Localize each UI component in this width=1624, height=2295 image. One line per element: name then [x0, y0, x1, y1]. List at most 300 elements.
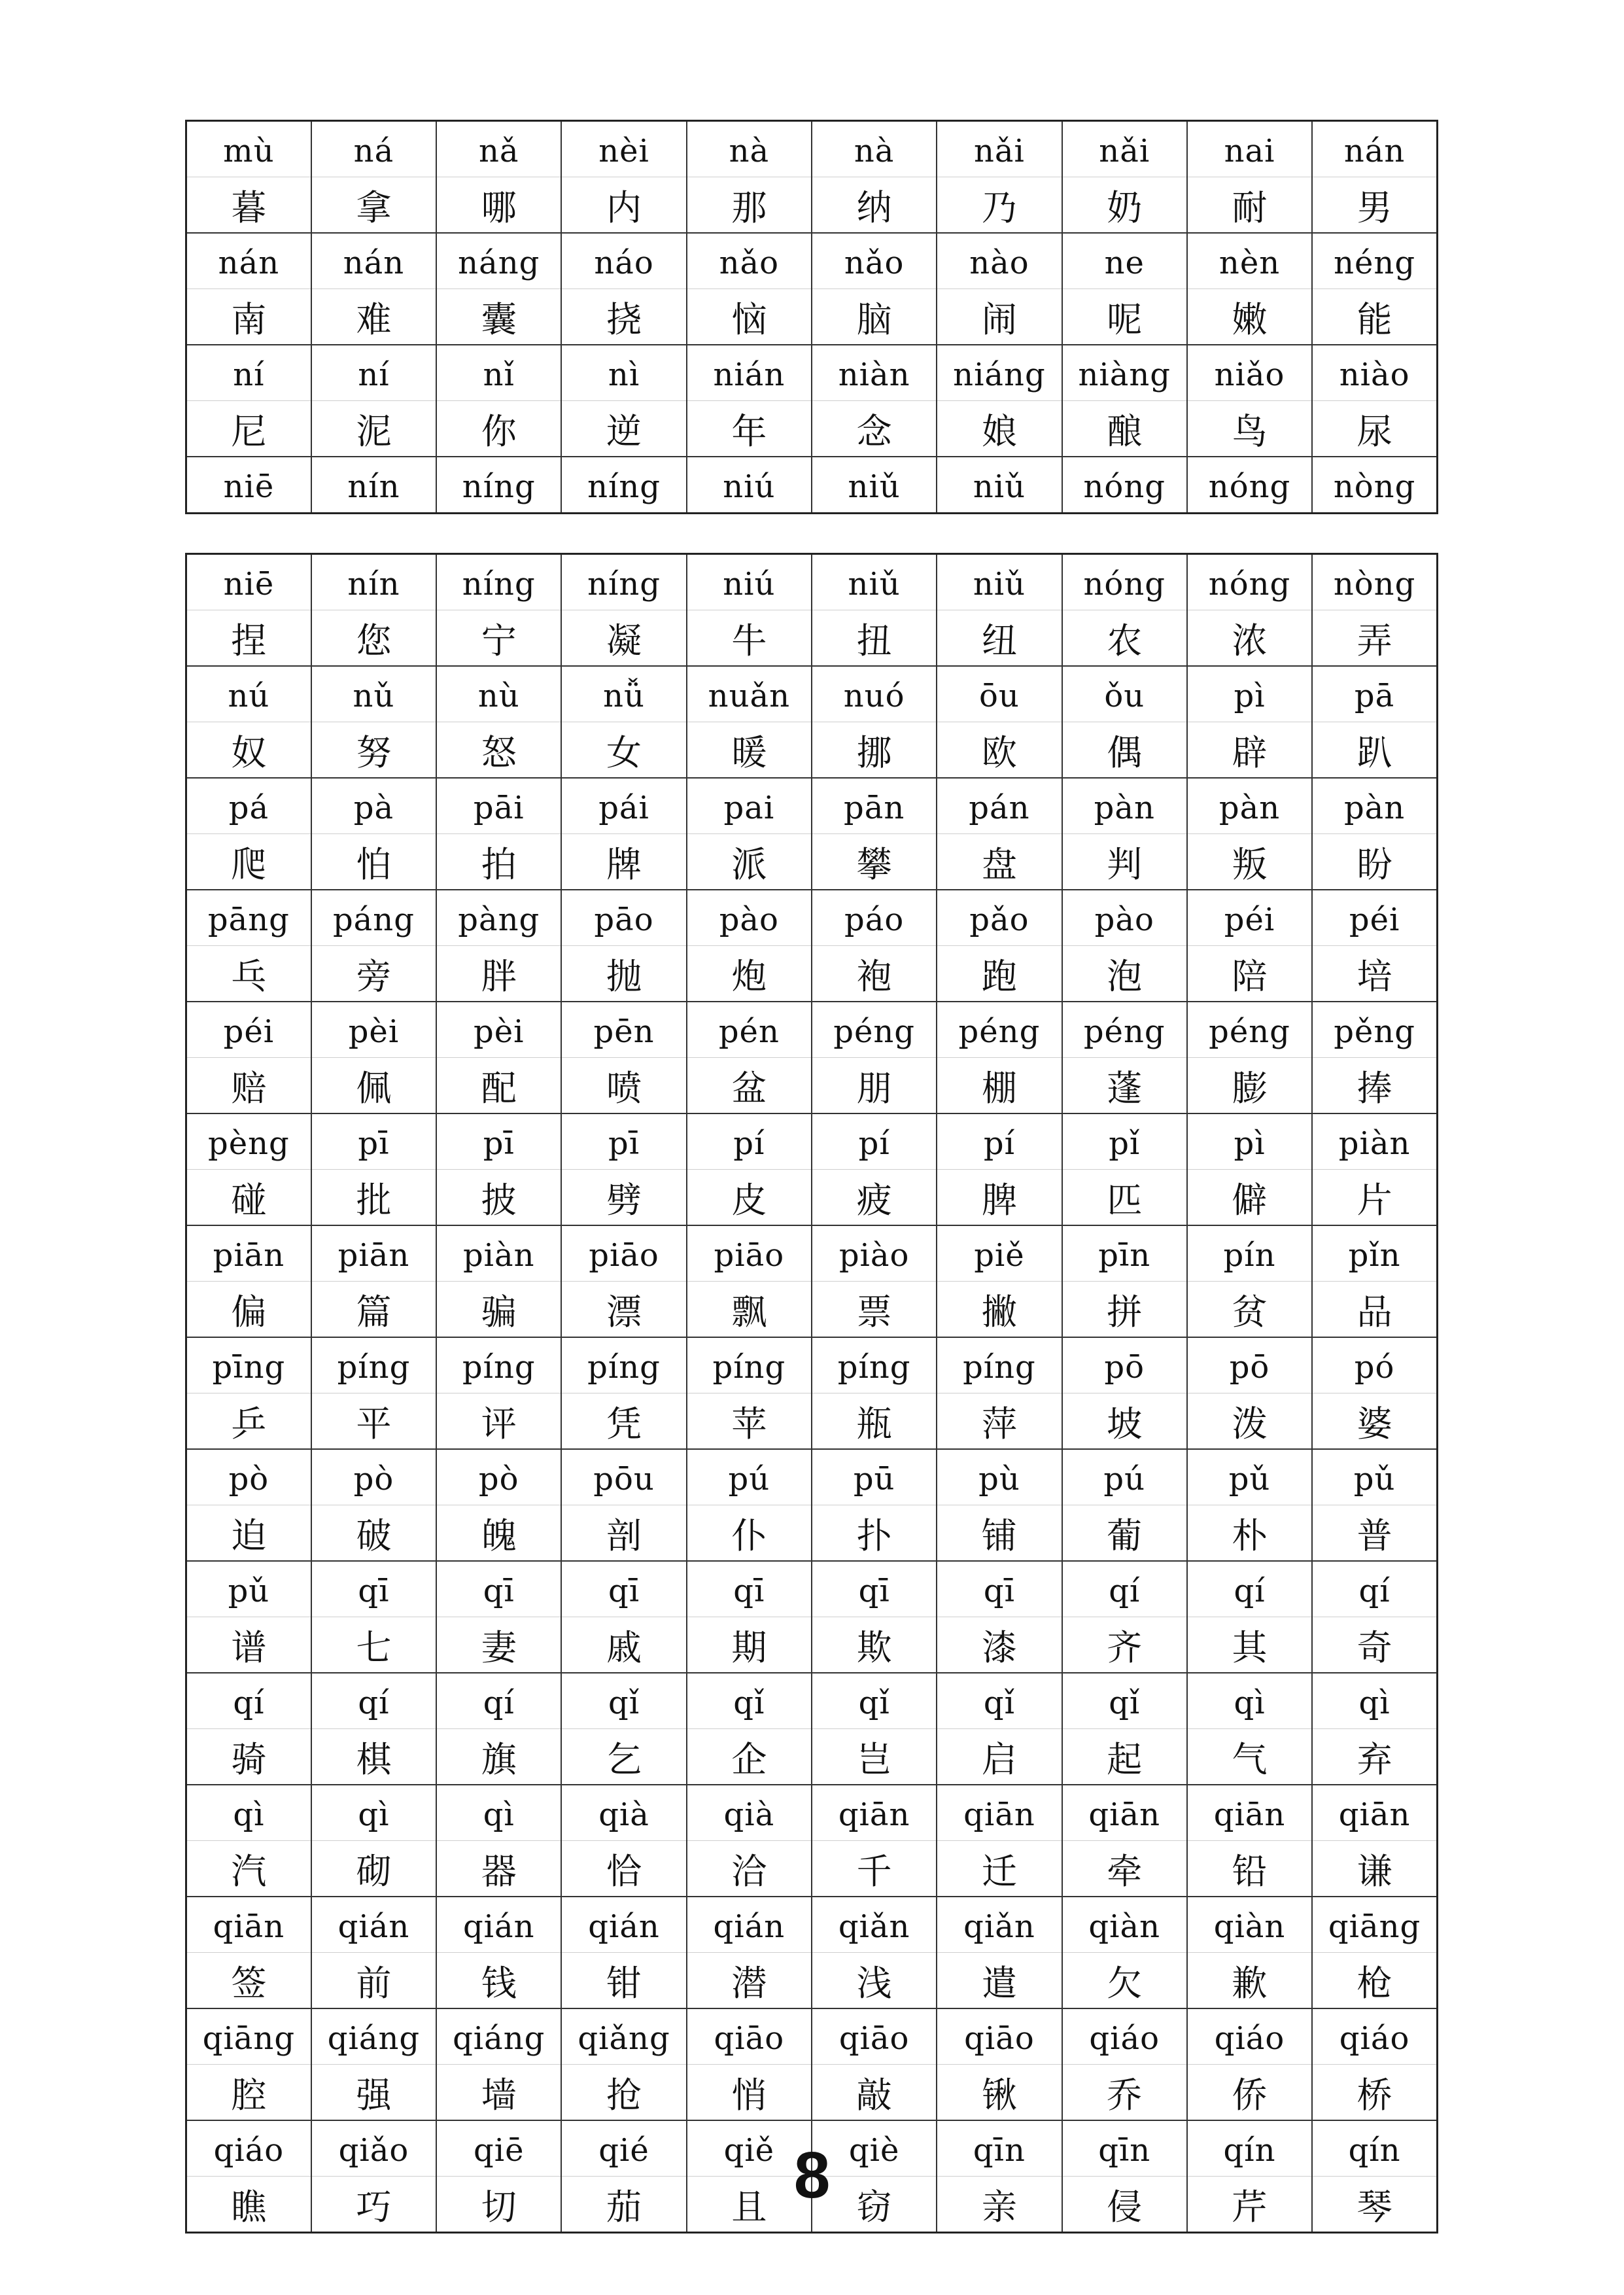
hanzi-row [186, 2065, 1438, 2121]
pinyin-cell: nóng [1187, 457, 1312, 514]
pinyin-cell: ná [311, 121, 436, 177]
hanzi-cell: 漂 [561, 1282, 686, 1338]
pinyin-cell: pèi [311, 1002, 436, 1058]
pinyin-cell: pǐ [1062, 1113, 1187, 1170]
pinyin-cell: qì [1312, 1673, 1437, 1729]
hanzi-cell: 陪 [1187, 946, 1312, 1002]
pinyin-cell: ǒu [1062, 666, 1187, 722]
hanzi-cell: 企 [687, 1729, 812, 1785]
pinyin-cell: nóng [1187, 554, 1312, 610]
hanzi-cell: 拍 [436, 834, 561, 890]
pinyin-row [186, 1449, 1438, 1505]
hanzi-cell: 赔 [186, 1058, 311, 1114]
hanzi-cell: 琴 [1312, 2177, 1437, 2233]
hanzi-cell: 枪 [1312, 1953, 1437, 2009]
pinyin-cell: pú [1062, 1449, 1187, 1505]
hanzi-cell: 恰 [561, 1841, 686, 1897]
pinyin-cell: pèng [186, 1113, 311, 1170]
pinyin-cell: qiān [1062, 1785, 1187, 1841]
hanzi-cell: 内 [561, 177, 686, 234]
pinyin-cell: qí [311, 1673, 436, 1729]
pinyin-cell: qiáo [186, 2120, 311, 2177]
hanzi-row [186, 834, 1438, 890]
hanzi-cell: 齐 [1062, 1617, 1187, 1673]
pinyin-cell: péng [1187, 1002, 1312, 1058]
pinyin-cell: pā [1312, 666, 1437, 722]
pinyin-cell: qī [812, 1561, 937, 1617]
pinyin-row [186, 1673, 1438, 1729]
hanzi-cell: 铅 [1187, 1841, 1312, 1897]
hanzi-cell: 侨 [1187, 2065, 1312, 2121]
pinyin-row [186, 778, 1438, 834]
hanzi-cell: 洽 [687, 1841, 812, 1897]
pinyin-cell: péng [812, 1002, 937, 1058]
hanzi-cell: 葡 [1062, 1505, 1187, 1562]
pinyin-cell: niē [186, 554, 311, 610]
hanzi-cell: 脑 [812, 289, 937, 345]
hanzi-row [186, 1058, 1438, 1114]
pinyin-cell: náng [436, 233, 561, 289]
pinyin-cell: pó [1312, 1337, 1437, 1393]
pinyin-cell: nà [812, 121, 937, 177]
pinyin-cell: nai [1187, 121, 1312, 177]
hanzi-row [186, 401, 1438, 457]
pinyin-row [186, 1113, 1438, 1170]
hanzi-cell: 茄 [561, 2177, 686, 2233]
pinyin-cell: nǚ [561, 666, 686, 722]
pinyin-row [186, 1785, 1438, 1841]
pinyin-cell: qǐ [812, 1673, 937, 1729]
hanzi-cell: 片 [1312, 1170, 1437, 1226]
pinyin-cell: niē [186, 457, 311, 514]
hanzi-cell: 桥 [1312, 2065, 1437, 2121]
pinyin-cell: niǔ [937, 554, 1062, 610]
pinyin-cell: qiān [812, 1785, 937, 1841]
pinyin-table-main [185, 553, 1438, 2234]
hanzi-cell: 努 [311, 722, 436, 779]
hanzi-cell: 暮 [186, 177, 311, 234]
hanzi-cell: 配 [436, 1058, 561, 1114]
pinyin-cell: qiáng [436, 2008, 561, 2065]
pinyin-cell: qiáng [311, 2008, 436, 2065]
hanzi-cell: 普 [1312, 1505, 1437, 1562]
hanzi-cell: 挠 [561, 289, 686, 345]
hanzi-cell: 窃 [812, 2177, 937, 2233]
hanzi-cell: 悄 [687, 2065, 812, 2121]
pinyin-cell: qiǎn [812, 1897, 937, 1953]
pinyin-cell: qiǎn [937, 1897, 1062, 1953]
pinyin-cell: pèi [436, 1002, 561, 1058]
hanzi-cell: 棚 [937, 1058, 1062, 1114]
hanzi-cell: 怕 [311, 834, 436, 890]
hanzi-cell: 钳 [561, 1953, 686, 2009]
hanzi-cell: 芹 [1187, 2177, 1312, 2233]
pinyin-cell: qiān [1187, 1785, 1312, 1841]
hanzi-cell: 漆 [937, 1617, 1062, 1673]
pinyin-cell: páng [311, 890, 436, 946]
hanzi-cell: 贫 [1187, 1282, 1312, 1338]
hanzi-cell: 歉 [1187, 1953, 1312, 2009]
pinyin-cell: qí [1187, 1561, 1312, 1617]
hanzi-cell: 扑 [812, 1505, 937, 1562]
pinyin-cell: pēn [561, 1002, 686, 1058]
pinyin-cell: níng [561, 457, 686, 514]
hanzi-cell: 乒 [186, 1393, 311, 1450]
hanzi-cell: 撇 [937, 1282, 1062, 1338]
hanzi-cell: 千 [812, 1841, 937, 1897]
page-number: 8 [793, 2139, 831, 2212]
hanzi-cell: 纽 [937, 610, 1062, 667]
hanzi-row [186, 610, 1438, 667]
pinyin-cell: pào [687, 890, 812, 946]
hanzi-cell: 凭 [561, 1393, 686, 1450]
pinyin-cell: nòng [1312, 554, 1437, 610]
pinyin-cell: péi [1312, 890, 1437, 946]
pinyin-cell: pén [687, 1002, 812, 1058]
hanzi-cell: 亲 [937, 2177, 1062, 2233]
pinyin-cell: pī [436, 1113, 561, 1170]
hanzi-row [186, 177, 1438, 234]
pinyin-cell: nǎo [687, 233, 812, 289]
pinyin-cell: níng [436, 457, 561, 514]
hanzi-cell: 盆 [687, 1058, 812, 1114]
hanzi-cell: 迫 [186, 1505, 311, 1562]
pinyin-cell: nì [561, 345, 686, 401]
hanzi-cell: 飘 [687, 1282, 812, 1338]
pinyin-cell: qì [436, 1785, 561, 1841]
hanzi-cell: 平 [311, 1393, 436, 1450]
hanzi-cell: 其 [1187, 1617, 1312, 1673]
hanzi-cell: 培 [1312, 946, 1437, 1002]
hanzi-cell: 难 [311, 289, 436, 345]
hanzi-cell: 奶 [1062, 177, 1187, 234]
pinyin-cell: nèn [1187, 233, 1312, 289]
pinyin-cell: niú [687, 457, 812, 514]
pinyin-cell: pì [1187, 666, 1312, 722]
pinyin-cell: piān [311, 1225, 436, 1282]
hanzi-cell: 能 [1312, 289, 1437, 345]
hanzi-cell: 辟 [1187, 722, 1312, 779]
hanzi-cell: 遣 [937, 1953, 1062, 2009]
pinyin-cell: qián [687, 1897, 812, 1953]
pinyin-row [186, 2008, 1438, 2065]
hanzi-cell: 强 [311, 2065, 436, 2121]
pinyin-cell: qì [1187, 1673, 1312, 1729]
hanzi-cell: 暖 [687, 722, 812, 779]
pinyin-cell: pǔ [186, 1561, 311, 1617]
pinyin-cell: péi [186, 1002, 311, 1058]
pinyin-cell: qí [1062, 1561, 1187, 1617]
hanzi-cell: 拿 [311, 177, 436, 234]
pinyin-cell: pí [687, 1113, 812, 1170]
hanzi-cell: 骑 [186, 1729, 311, 1785]
pinyin-row [186, 890, 1438, 946]
hanzi-cell: 婆 [1312, 1393, 1437, 1450]
hanzi-cell: 弄 [1312, 610, 1437, 667]
pinyin-cell: niàn [812, 345, 937, 401]
pinyin-cell: nèi [561, 121, 686, 177]
pinyin-cell: qiān [937, 1785, 1062, 1841]
pinyin-cell: nú [186, 666, 311, 722]
pinyin-cell: qiāng [186, 2008, 311, 2065]
pinyin-cell: qiāo [812, 2008, 937, 2065]
hanzi-cell: 坡 [1062, 1393, 1187, 1450]
pinyin-cell: piě [937, 1225, 1062, 1282]
pinyin-cell: qiāo [687, 2008, 812, 2065]
pinyin-cell: qiě [687, 2120, 812, 2177]
hanzi-cell: 旗 [436, 1729, 561, 1785]
pinyin-cell: ōu [937, 666, 1062, 722]
hanzi-cell: 农 [1062, 610, 1187, 667]
hanzi-cell: 攀 [812, 834, 937, 890]
hanzi-row [186, 1282, 1438, 1338]
pinyin-cell: pò [311, 1449, 436, 1505]
hanzi-cell: 挪 [812, 722, 937, 779]
pinyin-row [186, 1002, 1438, 1058]
pinyin-cell: qiè [812, 2120, 937, 2177]
hanzi-cell: 恼 [687, 289, 812, 345]
pinyin-cell: qǐ [561, 1673, 686, 1729]
pinyin-cell: nǎi [937, 121, 1062, 177]
hanzi-cell: 叛 [1187, 834, 1312, 890]
pinyin-row [186, 1225, 1438, 1282]
hanzi-cell: 皮 [687, 1170, 812, 1226]
hanzi-cell: 巧 [311, 2177, 436, 2233]
pinyin-cell: qī [561, 1561, 686, 1617]
pinyin-cell: ní [311, 345, 436, 401]
hanzi-cell: 耐 [1187, 177, 1312, 234]
hanzi-cell: 牌 [561, 834, 686, 890]
pinyin-cell: péi [1187, 890, 1312, 946]
hanzi-cell: 签 [186, 1953, 311, 2009]
hanzi-cell: 炮 [687, 946, 812, 1002]
hanzi-cell: 旁 [311, 946, 436, 1002]
hanzi-cell: 锹 [937, 2065, 1062, 2121]
hanzi-cell: 乓 [186, 946, 311, 1002]
hanzi-cell: 泼 [1187, 1393, 1312, 1450]
pinyin-cell: piàn [436, 1225, 561, 1282]
hanzi-cell: 欠 [1062, 1953, 1187, 2009]
hanzi-row [186, 946, 1438, 1002]
hanzi-cell: 囊 [436, 289, 561, 345]
hanzi-cell: 泡 [1062, 946, 1187, 1002]
pinyin-cell: qiāo [937, 2008, 1062, 2065]
pinyin-cell: pá [186, 778, 311, 834]
pinyin-cell: piāo [687, 1225, 812, 1282]
pinyin-cell: nóng [1062, 554, 1187, 610]
hanzi-cell: 偶 [1062, 722, 1187, 779]
hanzi-cell: 仆 [687, 1505, 812, 1562]
hanzi-cell: 谱 [186, 1617, 311, 1673]
pinyin-cell: qīn [1062, 2120, 1187, 2177]
hanzi-cell: 弃 [1312, 1729, 1437, 1785]
pinyin-cell: nuǎn [687, 666, 812, 722]
hanzi-cell: 跑 [937, 946, 1062, 1002]
hanzi-cell: 判 [1062, 834, 1187, 890]
pinyin-cell: qí [186, 1673, 311, 1729]
hanzi-cell: 奇 [1312, 1617, 1437, 1673]
pinyin-cell: ní [186, 345, 311, 401]
pinyin-row [186, 666, 1438, 722]
hanzi-cell: 偏 [186, 1282, 311, 1338]
hanzi-cell: 七 [311, 1617, 436, 1673]
hanzi-row [186, 722, 1438, 779]
pinyin-cell: pāo [561, 890, 686, 946]
hanzi-cell: 你 [436, 401, 561, 457]
pinyin-cell: pōu [561, 1449, 686, 1505]
hanzi-cell: 瞧 [186, 2177, 311, 2233]
pinyin-cell: pai [687, 778, 812, 834]
pinyin-row [186, 1897, 1438, 1953]
hanzi-cell: 逆 [561, 401, 686, 457]
pinyin-cell: píng [561, 1337, 686, 1393]
pinyin-cell: pō [1187, 1337, 1312, 1393]
pinyin-cell: píng [687, 1337, 812, 1393]
hanzi-cell: 南 [186, 289, 311, 345]
pinyin-cell: pīng [186, 1337, 311, 1393]
pinyin-cell: qī [687, 1561, 812, 1617]
pinyin-cell: qiàn [1187, 1897, 1312, 1953]
hanzi-cell: 腔 [186, 2065, 311, 2121]
hanzi-cell: 乞 [561, 1729, 686, 1785]
pinyin-cell: píng [436, 1337, 561, 1393]
hanzi-cell: 钱 [436, 1953, 561, 2009]
pinyin-cell: páo [812, 890, 937, 946]
hanzi-cell: 砌 [311, 1841, 436, 1897]
pinyin-row [186, 345, 1438, 401]
hanzi-cell: 乃 [937, 177, 1062, 234]
pinyin-cell: qià [561, 1785, 686, 1841]
pinyin-cell: qín [1187, 2120, 1312, 2177]
hanzi-cell: 尼 [186, 401, 311, 457]
pinyin-table-top [185, 120, 1438, 514]
pinyin-cell: qī [436, 1561, 561, 1617]
hanzi-cell: 骗 [436, 1282, 561, 1338]
hanzi-cell: 拼 [1062, 1282, 1187, 1338]
pinyin-row [186, 457, 1438, 514]
pinyin-cell: pín [1187, 1225, 1312, 1282]
hanzi-cell: 抢 [561, 2065, 686, 2121]
pinyin-cell: péng [1062, 1002, 1187, 1058]
pinyin-cell: pī [561, 1113, 686, 1170]
pinyin-cell: qián [561, 1897, 686, 1953]
hanzi-cell: 那 [687, 177, 812, 234]
hanzi-cell: 趴 [1312, 722, 1437, 779]
pinyin-cell: pū [812, 1449, 937, 1505]
hanzi-cell: 抛 [561, 946, 686, 1002]
hanzi-cell: 胖 [436, 946, 561, 1002]
pinyin-cell: nín [311, 457, 436, 514]
pinyin-cell: qiāng [1312, 1897, 1437, 1953]
pinyin-cell: nòng [1312, 457, 1437, 514]
pinyin-cell: nà [687, 121, 812, 177]
hanzi-cell: 棋 [311, 1729, 436, 1785]
pinyin-cell: pàn [1062, 778, 1187, 834]
pinyin-cell: niàng [1062, 345, 1187, 401]
pinyin-cell: pǐn [1312, 1225, 1437, 1282]
pinyin-cell: qiáo [1062, 2008, 1187, 2065]
pinyin-row [186, 121, 1438, 177]
hanzi-cell: 萍 [937, 1393, 1062, 1450]
pinyin-cell: pō [1062, 1337, 1187, 1393]
pinyin-cell: pà [311, 778, 436, 834]
hanzi-cell: 年 [687, 401, 812, 457]
pinyin-cell: qián [436, 1897, 561, 1953]
pinyin-cell: qié [561, 2120, 686, 2177]
hanzi-cell: 膨 [1187, 1058, 1312, 1114]
pinyin-cell: qí [1312, 1561, 1437, 1617]
hanzi-cell: 泥 [311, 401, 436, 457]
hanzi-cell: 期 [687, 1617, 812, 1673]
hanzi-cell: 尿 [1312, 401, 1437, 457]
hanzi-cell: 宁 [436, 610, 561, 667]
pinyin-cell: nù [436, 666, 561, 722]
pinyin-cell: nián [687, 345, 812, 401]
pinyin-cell: níng [436, 554, 561, 610]
hanzi-cell: 魄 [436, 1505, 561, 1562]
hanzi-cell: 起 [1062, 1729, 1187, 1785]
pinyin-cell: pán [937, 778, 1062, 834]
pinyin-row [186, 233, 1438, 289]
hanzi-cell: 袍 [812, 946, 937, 1002]
hanzi-cell: 敲 [812, 2065, 937, 2121]
hanzi-cell: 脾 [937, 1170, 1062, 1226]
pinyin-cell: qín [1312, 2120, 1437, 2177]
pinyin-cell: qǐ [937, 1673, 1062, 1729]
pinyin-row [186, 1561, 1438, 1617]
hanzi-cell: 朴 [1187, 1505, 1312, 1562]
hanzi-cell: 牛 [687, 610, 812, 667]
hanzi-cell: 票 [812, 1282, 937, 1338]
pinyin-cell: piān [186, 1225, 311, 1282]
hanzi-cell: 蓬 [1062, 1058, 1187, 1114]
hanzi-cell: 扭 [812, 610, 937, 667]
pinyin-cell: pǔ [1187, 1449, 1312, 1505]
hanzi-cell: 爬 [186, 834, 311, 890]
pinyin-cell: pāng [186, 890, 311, 946]
pinyin-cell: péng [937, 1002, 1062, 1058]
hanzi-cell: 气 [1187, 1729, 1312, 1785]
hanzi-cell: 劈 [561, 1170, 686, 1226]
pinyin-cell: ne [1062, 233, 1187, 289]
hanzi-cell: 朋 [812, 1058, 937, 1114]
pinyin-cell: qí [436, 1673, 561, 1729]
pinyin-cell: niǔ [812, 554, 937, 610]
hanzi-cell: 前 [311, 1953, 436, 2009]
hanzi-cell: 怒 [436, 722, 561, 779]
hanzi-cell: 派 [687, 834, 812, 890]
pinyin-cell: niào [1312, 345, 1437, 401]
hanzi-cell: 欺 [812, 1617, 937, 1673]
hanzi-row [186, 1617, 1438, 1673]
pinyin-cell: pǎo [937, 890, 1062, 946]
pinyin-cell: píng [311, 1337, 436, 1393]
pinyin-cell: niǎo [1187, 345, 1312, 401]
hanzi-cell: 批 [311, 1170, 436, 1226]
hanzi-cell: 盘 [937, 834, 1062, 890]
pinyin-cell: pàn [1187, 778, 1312, 834]
hanzi-cell: 岂 [812, 1729, 937, 1785]
hanzi-row [186, 1841, 1438, 1897]
pinyin-cell: náo [561, 233, 686, 289]
pinyin-cell: píng [937, 1337, 1062, 1393]
pinyin-cell: qià [687, 1785, 812, 1841]
pinyin-cell: pān [812, 778, 937, 834]
hanzi-cell: 墙 [436, 2065, 561, 2121]
hanzi-cell: 谦 [1312, 1841, 1437, 1897]
hanzi-cell: 迁 [937, 1841, 1062, 1897]
hanzi-cell: 您 [311, 610, 436, 667]
